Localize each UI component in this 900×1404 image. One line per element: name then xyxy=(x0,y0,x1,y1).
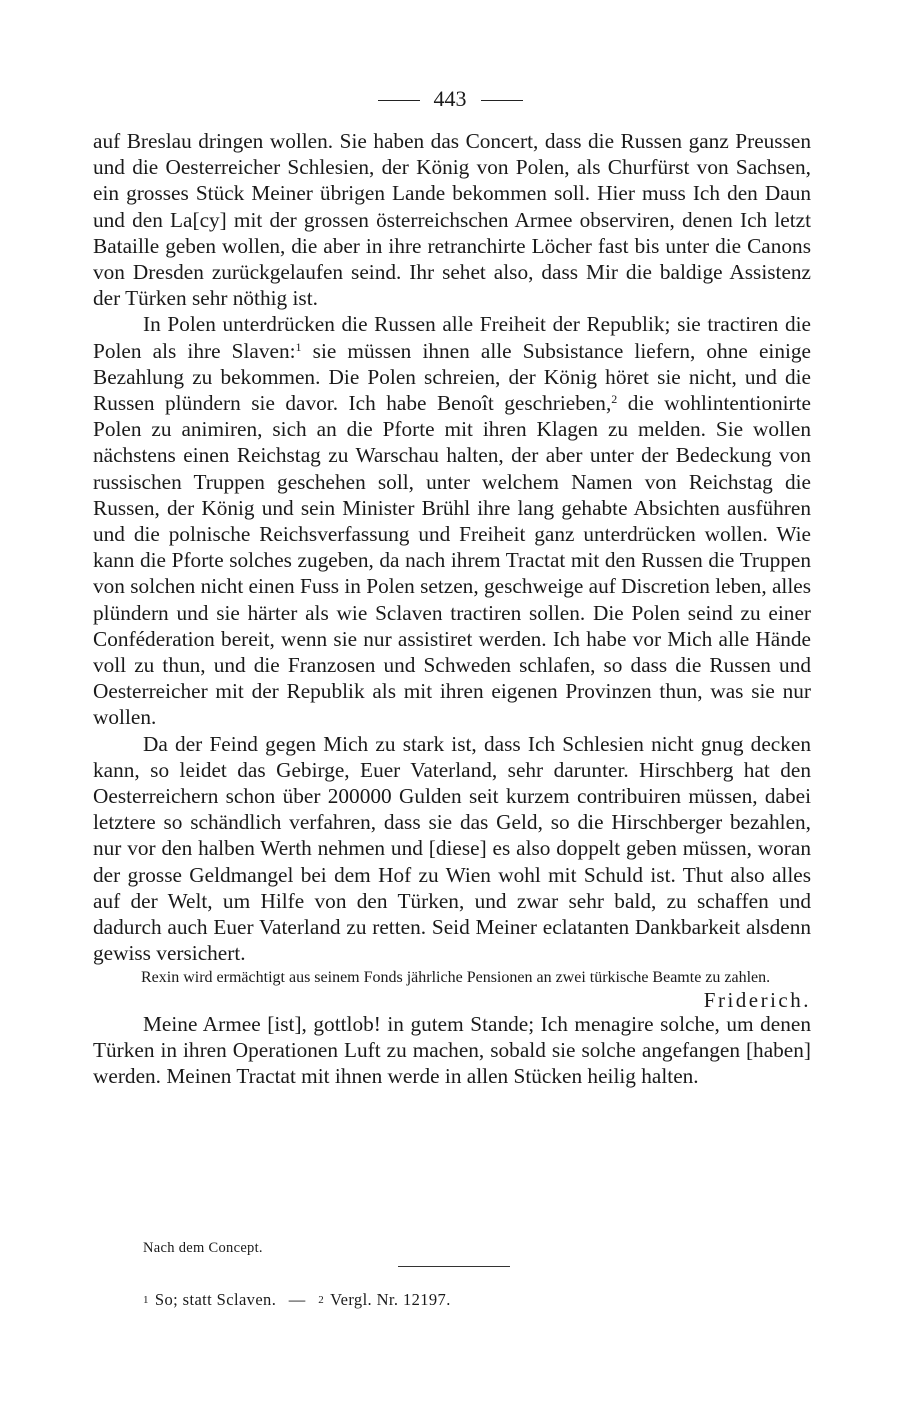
signature: Friderich. xyxy=(703,987,811,1012)
page-number: 443 xyxy=(433,86,467,111)
header-dash-left xyxy=(378,100,420,101)
paragraph-2-part-c: die wohlintentionirte Polen zu animiren, sich an die Pforte mit ihren Klagen zu melden. Sie wollen nächstens einen Reichstag zu Warschau halten, der aber unter der Bedeckung von russischen Truppen geschehen soll, unter welchem Namen von Reichstag die Russen, der König und sein Minister Brühl ihre lang gehabte Absichten ausführen und die polnische Reichsverfassung und Freiheit ganz unterdrücken wollen. Wie kann die Pforte solches zugeben, da nach ihrem Tractat mit den Russen die Truppen von solchen nicht einen Fuss in Polen setzen, geschweige auf Discretion leben, alles plündern und sie härter als wie Sclaven tractiren sollen. Die Polen seind zu einer Conféderation bereit, wenn sie nur assistiret werden. Ich habe vor Mich alle Hände voll zu thun, und die Franzosen und Schweden schlafen, so dass die Russen und Oesterreicher mit der Republik als mit ihren eigenen Provinzen thun, was sie nur wollen. xyxy=(93,391,811,730)
footnote-separator: — xyxy=(288,1290,306,1309)
header-dash-right xyxy=(481,100,523,101)
postscript: Meine Armee [ist], gottlob! in gutem Stande; Ich menagire solche, um denen Türken in ihren Operationen Luft zu machen, sobald sie solche angefangen [haben] werden. Meinen Tractat mit ihnen werde in allen Stücken heilig halten. xyxy=(93,1011,811,1088)
footnote-1-mark: 1 xyxy=(143,1294,149,1306)
page-header xyxy=(0,84,900,114)
footnote-2-text: Vergl. Nr. 12197. xyxy=(330,1290,451,1309)
paragraph-2 xyxy=(93,311,811,730)
footnotes xyxy=(143,1290,451,1310)
paragraph-2-part-a: In Polen unterdrücken die Russen alle Freiheit der Republik; sie tractiren die Polen als ihre Slaven: xyxy=(93,312,811,363)
letter-body xyxy=(93,128,811,1089)
paragraph-3: Da der Feind gegen Mich zu stark ist, dass Ich Schlesien nicht gnug decken kann, so leidet das Gebirge, Euer Vaterland, sehr darunter. Hirschberg hat den Oesterreichern schon über 200000 Gulden seit kurzem contribuiren müssen, dabei letztere so schändlich verfahren, dass sie das Geld, so die Hirschberger bezahlen, nur vor den halben Werth nehmen und [diese] es also doppelt geben müssen, woran der grosse Geldmangel bei dem Hof zu Wien wohl mit Schuld ist. Thut also alles auf der Welt, um Hilfe von den Türken, und zwar sehr bald, zu schaffen und dadurch auch Euer Vaterland zu retten. Seid Meiner eclatanten Dankbarkeit alsdenn gewiss versichert. xyxy=(93,731,811,966)
footnote-ref-2: 2 xyxy=(611,392,618,407)
source-note: Nach dem Concept. xyxy=(143,1240,263,1256)
editorial-note: Rexin wird ermächtigt aus seinem Fonds jährliche Pensionen an zwei türkische Beamte zu zahlen. xyxy=(141,968,771,986)
paragraph-1: auf Breslau dringen wollen. Sie haben das Concert, dass die Russen ganz Preussen und die Oesterreicher Schlesien, der König von Polen, als Churfürst von Sachsen, ein grosses Stück Meiner übrigen Lande bekommen soll. Hier muss Ich den Daun und den La[cy] mit der grossen österreichschen Armee observiren, denen Ich letzt Bataille geben wollen, die aber in ihre retranchirte Löcher fast bis unter die Canons von Dresden zurückgelaufen seind. Ihr sehet also, dass Mir die baldige Assistenz der Türken sehr nöthig ist. xyxy=(93,129,811,311)
footnote-2-mark: 2 xyxy=(318,1294,325,1306)
paragraph-2-part-b: sie müssen ihnen alle Subsistance liefern, ohne einige Bezahlung zu bekommen. Die Polen schreien, der König höret sie nicht, und die Russen plündern sie davor. Ich habe Benoît geschrieben, xyxy=(93,338,811,416)
footnote-ref-1: 1 xyxy=(295,339,302,354)
footnote-rule xyxy=(398,1266,510,1267)
footnote-1-text: So; statt Sclaven. xyxy=(154,1290,277,1309)
